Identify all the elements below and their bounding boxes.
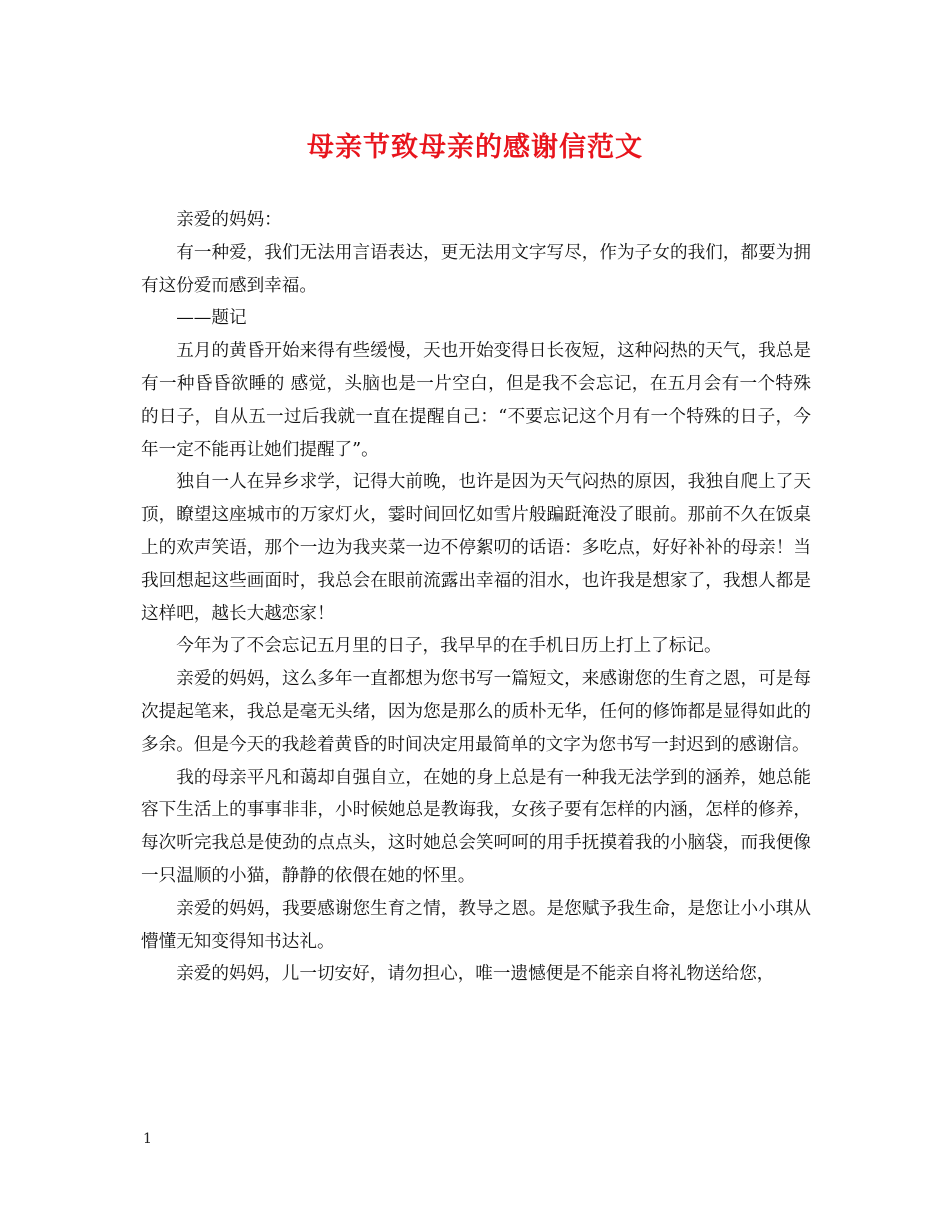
body-paragraph: 独自一人在异乡求学，记得大前晚，也许是因为天气闷热的原因，我独自爬上了天顶，瞭望这座城市的万家灯火，霎时间回忆如雪片般蹁跹淹没了眼前。那前不久在饭桌上的欢声笑语，那个一边为我夹菜一边不停絮叨的话语：多吃点，好好补补的母亲！当我回想起这些画面时，我总会在眼前流露出幸福的泪水，也许我是想家了，我想人都是这样吧，越长大越恋家！ — [141, 472, 811, 624]
body-paragraph: 亲爱的妈妈，儿一切安好，请勿担心，唯一遗憾便是不能亲自将礼物送给您， — [176, 964, 775, 985]
epigraph: 有一种爱，我们无法用言语表达，更无法用文字写尽，作为子女的我们，都要为拥有这份爱而感到幸福。 — [141, 242, 811, 296]
page-number: 1 — [143, 1131, 152, 1147]
epigraph-attribution: ——题记 — [176, 308, 247, 329]
page-title: 母亲节致母亲的感谢信范文 — [307, 132, 643, 163]
body-paragraph: 亲爱的妈妈，这么多年一直都想为您书写一篇短文，来感谢您的生育之恩，可是每次提起笔来，我总是毫无头绪，因为您是那么的质朴无华，任何的修饰都是显得如此的多余。但是今天的我趁着黄昏的时间决定用最简单的文字为您书写一封迟到的感谢信。 — [141, 669, 811, 755]
body-paragraph: 五月的黄昏开始来得有些缓慢，天也开始变得日长夜短，这种闷热的天气，我总是有一种昏昏欲睡的 感觉，头脑也是一片空白，但是我不会忘记，在五月会有一个特殊的日子，自从五一过后我就一直在提醒自己：“不要忘记这个月有一个特殊的日子，今年一定不能再让她们提醒了”。 — [141, 341, 811, 460]
body-paragraph: 亲爱的妈妈，我要感谢您生育之情，教导之恩。是您赋予我生命，是您让小小琪从懵懂无知变得知书达礼。 — [141, 898, 811, 952]
body-paragraph: 今年为了不会忘记五月里的日子，我早早的在手机日历上打上了标记。 — [176, 636, 722, 657]
salutation: 亲爱的妈妈： — [176, 210, 282, 230]
letter-body — [141, 204, 811, 991]
body-paragraph: 我的母亲平凡和蔼却自强自立，在她的身上总是有一种我无法学到的涵养，她总能容下生活上的事事非非，小时候她总是教诲我，女孩子要有怎样的内涵，怎样的修养，每次听完我总是使劲的点点头，这时她总会笑呵呵的用手抚摸着我的小脑袋，而我便像一只温顺的小猫，静静的依偎在她的怀里。 — [141, 767, 811, 886]
